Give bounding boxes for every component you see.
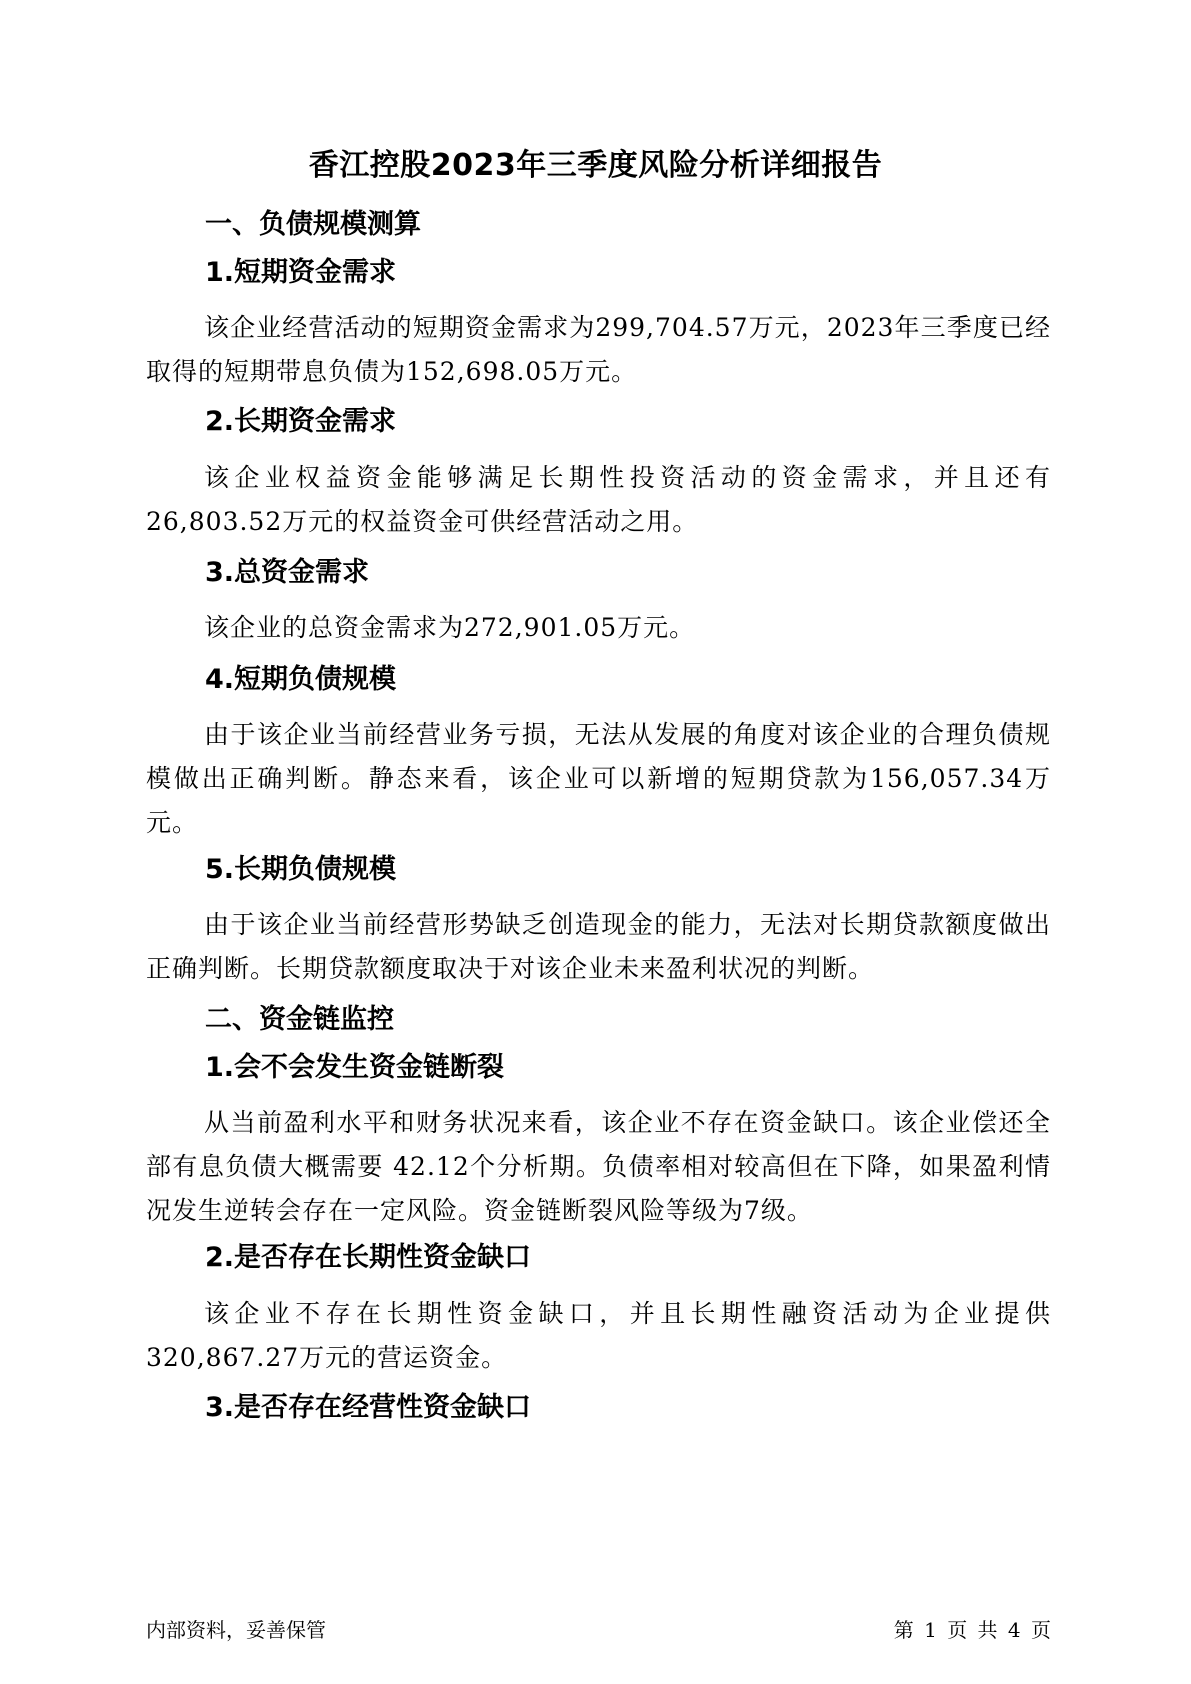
section-heading: 二、资金链监控 — [205, 1004, 394, 1035]
footer-confidential-note: 内部资料，妥善保管 — [146, 1618, 326, 1642]
subsection-heading: 3.总资金需求 — [205, 557, 370, 588]
subsection-heading: 4.短期负债规模 — [205, 664, 397, 695]
subsection-heading: 5.长期负债规模 — [205, 854, 397, 885]
subsection-heading: 2.是否存在长期性资金缺口 — [205, 1242, 532, 1273]
paragraph: 从当前盈利水平和财务状况来看，该企业不存在资金缺口。该企业偿还全部有息负债大概需要 42.12个分析期。负债率相对较高但在下降，如果盈利情况发生逆转会存在一定风险。资金链断裂风险等级为7级。 — [146, 1108, 1051, 1225]
paragraph: 由于该企业当前经营业务亏损，无法从发展的角度对该企业的合理负债规模做出正确判断。静态来看，该企业可以新增的短期贷款为156,057.34万元。 — [146, 720, 1051, 837]
document-title: 香江控股2023年三季度风险分析详细报告 — [308, 148, 883, 183]
subsection-heading: 1.会不会发生资金链断裂 — [205, 1052, 505, 1083]
subsection-heading: 2.长期资金需求 — [205, 406, 397, 437]
subsection-heading: 3.是否存在经营性资金缺口 — [205, 1392, 532, 1423]
paragraph: 该企业权益资金能够满足长期性投资活动的资金需求，并且还有26,803.52万元的权益资金可供经营活动之用。 — [146, 463, 1051, 536]
footer-page-number: 第 1 页 共 4 页 — [893, 1618, 1051, 1642]
section-heading: 一、负债规模测算 — [205, 209, 421, 240]
paragraph: 该企业经营活动的短期资金需求为299,704.57万元，2023年三季度已经取得的短期带息负债为152,698.05万元。 — [146, 313, 1051, 386]
paragraph: 该企业不存在长期性资金缺口，并且长期性融资活动为企业提供320,867.27万元的营运资金。 — [146, 1299, 1051, 1372]
paragraph: 该企业的总资金需求为272,901.05万元。 — [204, 613, 696, 642]
paragraph: 由于该企业当前经营形势缺乏创造现金的能力，无法对长期贷款额度做出正确判断。长期贷款额度取决于对该企业未来盈利状况的判断。 — [146, 910, 1051, 983]
subsection-heading: 1.短期资金需求 — [205, 257, 397, 288]
